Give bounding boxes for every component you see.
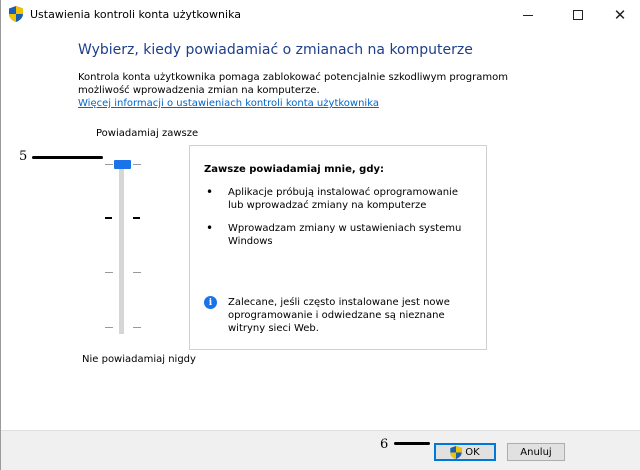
slider-tick-right: [133, 164, 141, 165]
minimize-button[interactable]: [505, 0, 551, 30]
close-icon: ✕: [613, 5, 627, 24]
annotation-number: 5: [19, 149, 28, 164]
slider-tick-left: [105, 327, 113, 328]
ok-button-label: OK: [465, 446, 480, 458]
bullet-marker: •: [206, 221, 214, 235]
annotation-line: [32, 156, 103, 159]
info-icon: i: [204, 296, 217, 309]
ok-button[interactable]: [434, 443, 496, 461]
uac-shield-icon: [450, 446, 462, 459]
annotation-number: 6: [380, 437, 389, 452]
window-title: Ustawienia kontroli konta użytkownika: [30, 8, 241, 21]
slider-tick-right: [133, 217, 140, 219]
slider-bottom-label: Nie powiadamiaj nigdy: [82, 354, 196, 365]
slider-tick-left: [105, 164, 113, 165]
page-heading: Wybierz, kiedy powiadamiać o zmianach na komputerze: [78, 42, 473, 58]
maximize-icon: [573, 10, 583, 20]
notification-slider-thumb[interactable]: [114, 160, 131, 169]
maximize-button[interactable]: [555, 0, 601, 30]
slider-tick-left: [105, 272, 113, 273]
recommendation-text: Zalecane, jeśli często instalowane jest nowe oprogramowanie i odwiedzane są nieznane witryny sieci Web.: [228, 297, 450, 334]
cancel-button-label: Anuluj: [520, 446, 552, 458]
slider-tick-left: [105, 217, 112, 219]
minimize-icon: [523, 15, 533, 16]
cancel-button[interactable]: [507, 443, 565, 461]
bullet-item: Wprowadzam zmiany w ustawieniach systemu Windows: [228, 223, 462, 247]
title-bar: [1, 0, 640, 30]
uac-description: Kontrola konta użytkownika pomaga zablokować potencjalnie szkodliwym programom możliwość wprowadzenia zmian na komputerze.: [78, 72, 508, 96]
notification-slider-track[interactable]: [119, 164, 124, 334]
bullet-item: Aplikacje próbują instalować oprogramowanie lub wprowadzać zmiany na komputerze: [228, 187, 458, 211]
close-button[interactable]: [597, 0, 640, 30]
slider-tick-right: [133, 272, 141, 273]
uac-shield-icon: [9, 6, 23, 22]
annotation-line: [394, 442, 430, 445]
level-description-title: Zawsze powiadamiaj mnie, gdy:: [204, 164, 384, 175]
slider-tick-right: [133, 327, 141, 328]
more-info-link[interactable]: Więcej informacji o ustawieniach kontroli konta użytkownika: [78, 98, 379, 109]
slider-top-label: Powiadamiaj zawsze: [96, 128, 199, 139]
level-description-box: [189, 145, 487, 350]
bullet-marker: •: [206, 185, 214, 199]
